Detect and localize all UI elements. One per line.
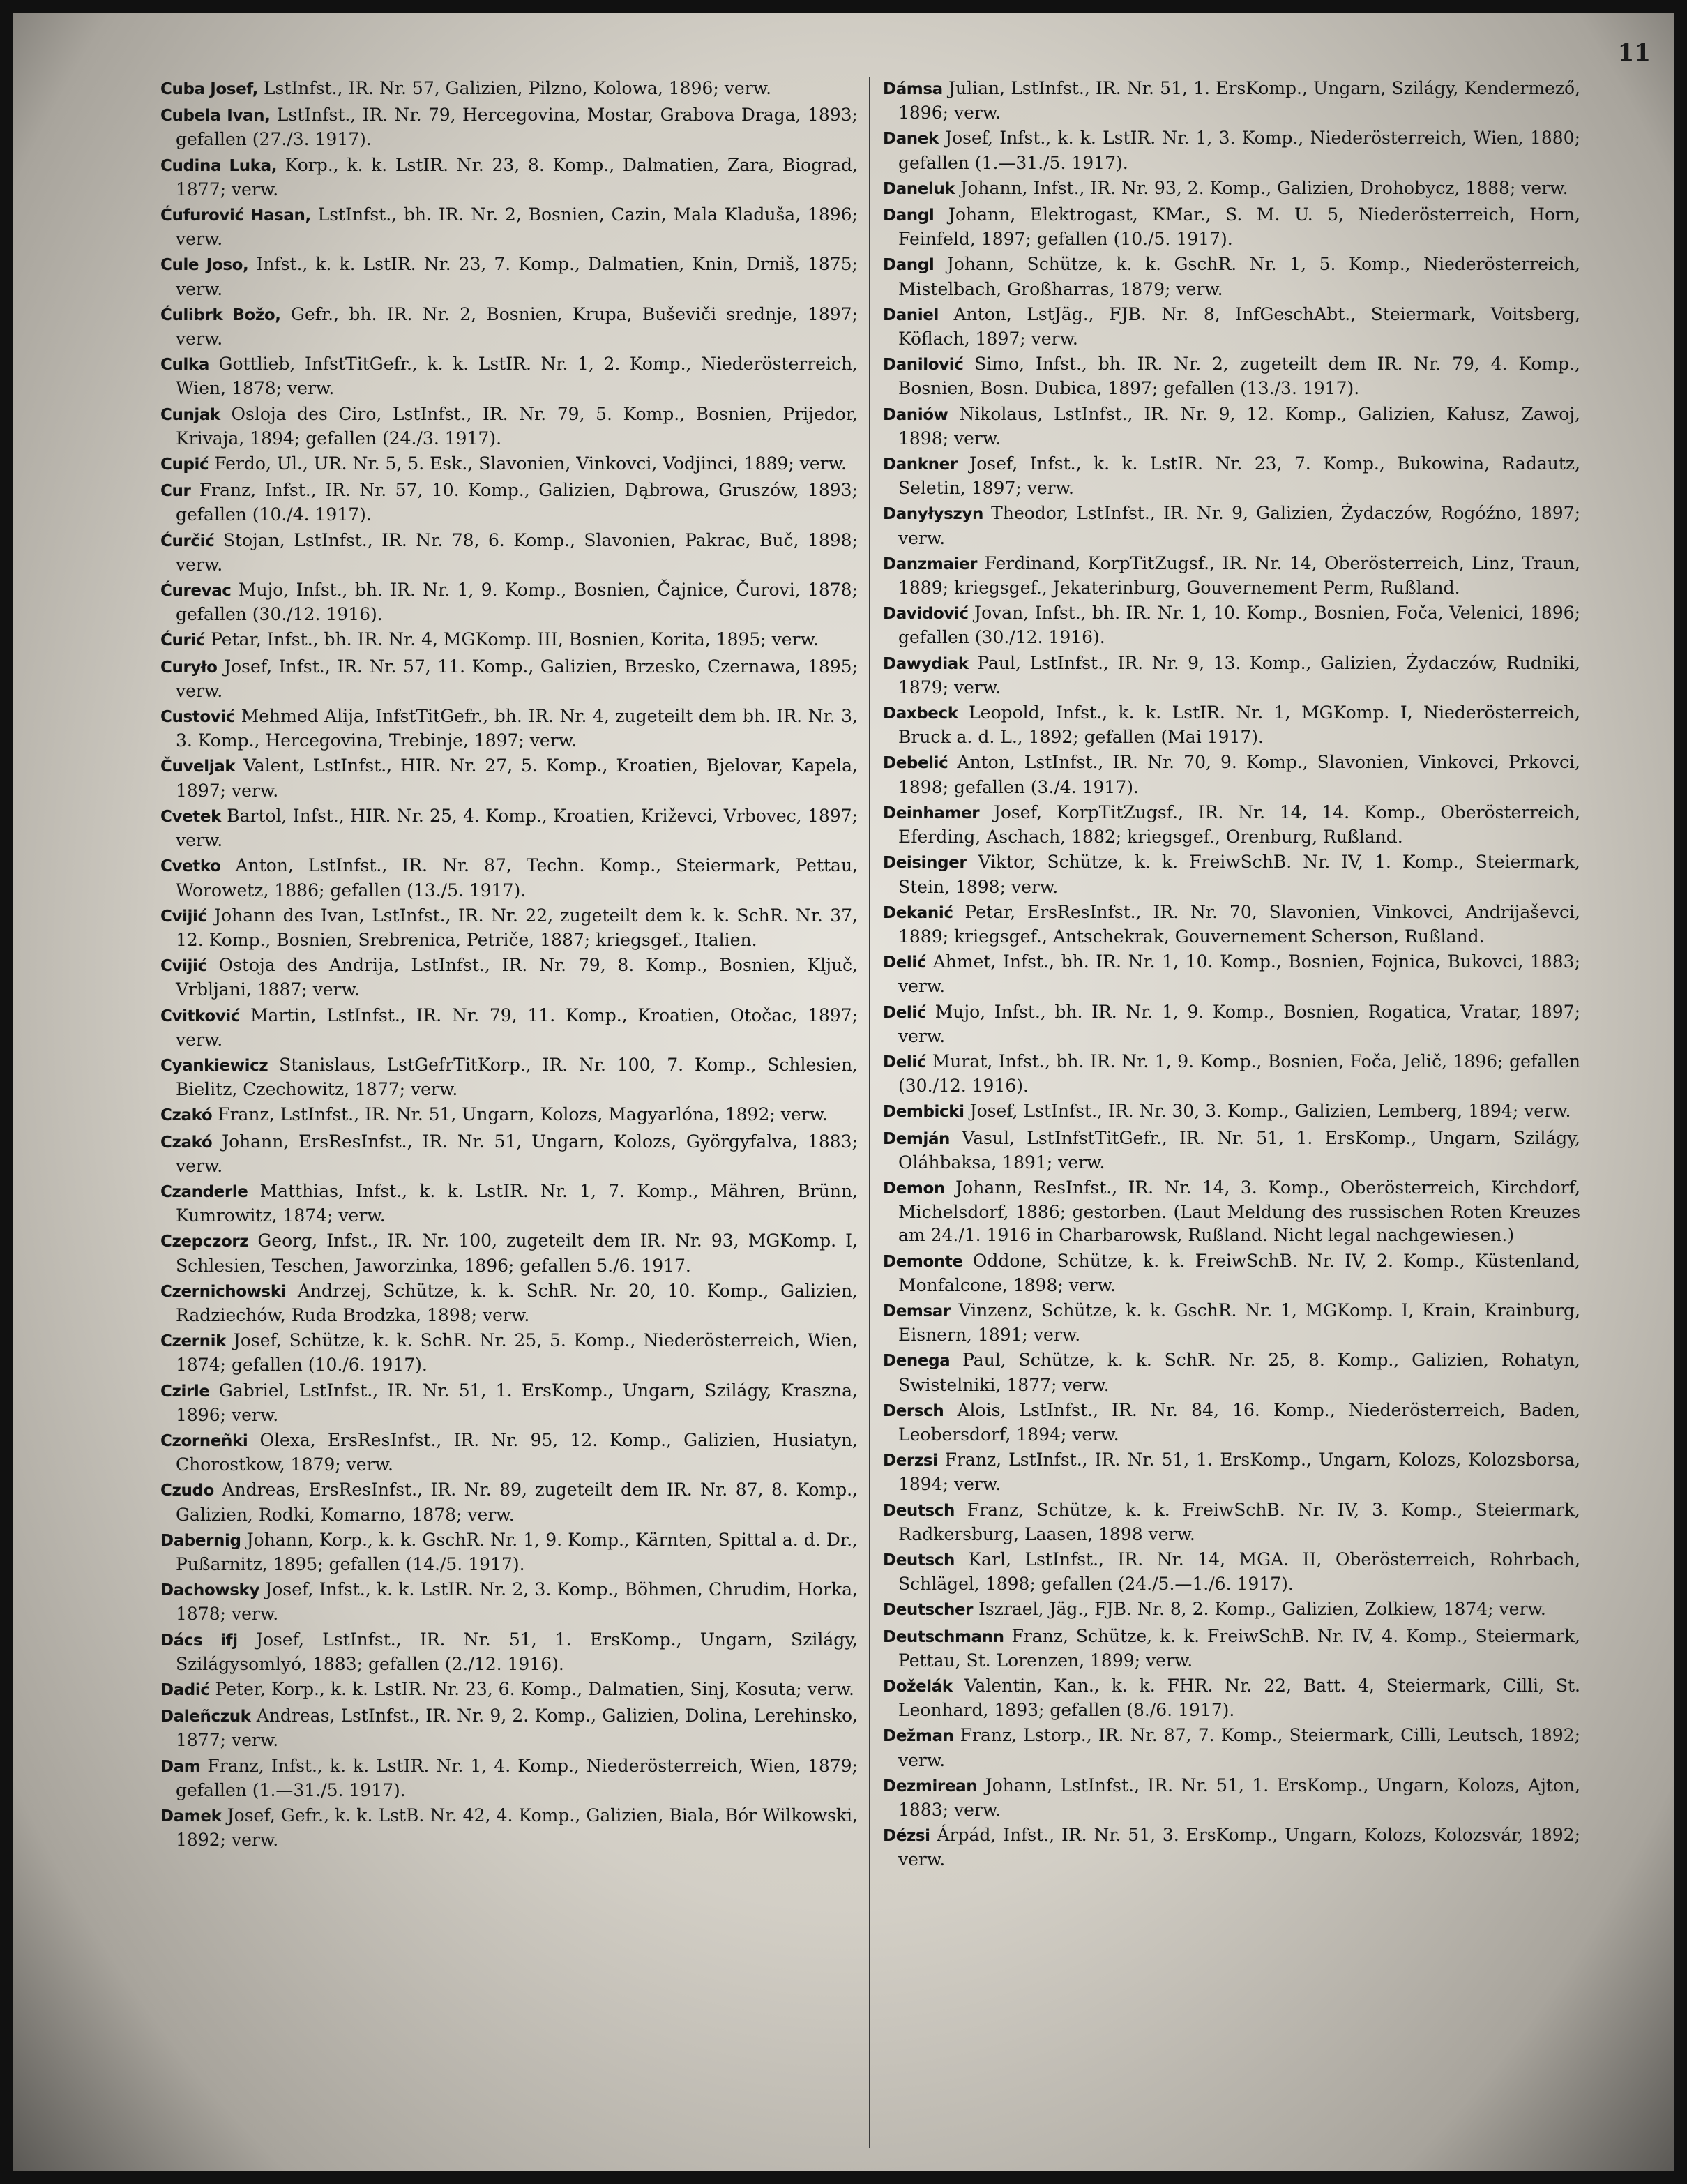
entry-details: Iszrael, Jäg., FJB. Nr. 8, 2. Komp., Galizien, Zolkiew, 1874; verw. [973, 1599, 1546, 1620]
entry-details: Valent, LstInfst., HIR. Nr. 27, 5. Komp., Kroatien, Bjelovar, Kapela, 1897; verw. [176, 755, 858, 801]
list-item [160, 402, 858, 450]
list-item [160, 1528, 858, 1576]
list-item [160, 1578, 858, 1625]
entry-details: Ferdinand, KorpTitZugsf., IR. Nr. 14, Oberösterreich, Linz, Traun, 1889; kriegsgef., Jekaterinburg, Gouvernement Perm, Rußland. [898, 552, 1580, 598]
entry-details: Theodor, LstInfst., IR. Nr. 9, Galizien, Żydaczów, Rogóźno, 1897; verw. [898, 503, 1580, 548]
entry-surname: Custović [160, 708, 236, 727]
entry-details: Johann, ResInfst., IR. Nr. 14, 3. Komp., Oberösterreich, Kirchdorf, Michelsdorf, 1886; gestorben. (Laut Meldung des russischen Roten Kreuzes am 24./1. 1916 in Charbarowsk, Rußland. Nicht legal nachgewiesen.) [898, 1177, 1580, 1246]
entry-surname: Delić [883, 954, 927, 972]
entry-surname: Daleñczuk [160, 1708, 251, 1726]
list-item [883, 77, 1580, 124]
entry-surname: Cvijić [160, 957, 207, 976]
list-item [883, 1348, 1580, 1396]
entry-surname: Deutschmann [883, 1627, 1004, 1646]
entry-details: Ahmet, Infst., bh. IR. Nr. 1, 10. Komp., Bosnien, Fojnica, Bukovci, 1883; verw. [898, 951, 1580, 997]
entry-details: Andrzej, Schütze, k. k. SchR. Nr. 20, 10. Komp., Galizien, Radziechów, Ruda Brodzka, 1898; verw. [176, 1280, 858, 1325]
entry-surname: Czirle [160, 1382, 210, 1401]
entry-surname: Danzmaier [883, 555, 978, 573]
entry-surname: Czernichowski [160, 1282, 287, 1301]
list-item [160, 1379, 858, 1426]
entry-surname: Deutscher [883, 1601, 974, 1620]
list-item [160, 303, 858, 350]
entry-surname: Cur [160, 482, 191, 501]
entry-surname: Daniel [883, 306, 939, 324]
entry-details: Paul, Schütze, k. k. SchR. Nr. 25, 8. Komp., Galizien, Rohatyn, Swistelniki, 1877; verw. [898, 1350, 1580, 1395]
entry-surname: Czakó [160, 1106, 213, 1125]
list-item [883, 1176, 1580, 1247]
entry-details: Árpád, Infst., IR. Nr. 51, 3. ErsKomp., Ungarn, Kolozs, Kolozsvár, 1892; verw. [898, 1825, 1580, 1870]
entry-surname: Dézsi [883, 1827, 930, 1846]
entry-surname: Cudina Luka, [160, 156, 278, 175]
entry-details: Josef, Infst., k. k. LstIR. Nr. 1, 3. Komp., Niederösterreich, Wien, 1880; gefallen (1.—31./5. 1917). [898, 128, 1580, 173]
list-item [883, 1597, 1580, 1622]
entry-surname: Cvetek [160, 807, 221, 826]
entry-details: Josef, Gefr., k. k. LstB. Nr. 42, 4. Komp., Galizien, Biala, Bór Wilkowski, 1892; verw. [176, 1805, 858, 1851]
entry-details: Paul, LstInfst., IR. Nr. 9, 13. Komp., Galizien, Żydaczów, Rudniki, 1879; verw. [898, 652, 1580, 698]
list-item [883, 203, 1580, 250]
entry-surname: Cule Joso, [160, 256, 249, 275]
entry-surname: Czernik [160, 1332, 226, 1351]
entry-details: Stanislaus, LstGefrTitKorp., IR. Nr. 100, 7. Komp., Schlesien, Bielitz, Czechowitz, 1877; verw. [176, 1054, 858, 1100]
entry-surname: Dangl [883, 256, 935, 275]
entry-details: Nikolaus, LstInfst., IR. Nr. 9, 12. Komp., Galizien, Kałusz, Zawoj, 1898; verw. [898, 403, 1580, 449]
entry-surname: Cubela Ivan, [160, 107, 271, 126]
entry-surname: Demján [883, 1129, 951, 1148]
entry-surname: Čuveljak [160, 758, 236, 776]
entry-details: Johann, Korp., k. k. GschR. Nr. 1, 9. Komp., Kärnten, Spittal a. d. Dr., Pußarnitz, 1895; gefallen (14./5. 1917). [176, 1529, 858, 1574]
entry-details: Franz, Infst., IR. Nr. 57, 10. Komp., Galizien, Dąbrowa, Gruszów, 1893; gefallen (10./4. 1917). [176, 480, 858, 525]
list-item [883, 801, 1580, 848]
entry-surname: Cvijić [160, 907, 207, 926]
entry-details: Osloja des Ciro, LstInfst., IR. Nr. 79, 5. Komp., Bosnien, Prijedor, Krivaja, 1894; gefallen (24./3. 1917). [176, 403, 858, 449]
list-item [883, 1399, 1580, 1446]
entry-surname: Curyło [160, 658, 218, 677]
entry-surname: Cyankiewicz [160, 1056, 268, 1075]
entry-surname: Derzsi [883, 1452, 938, 1470]
list-item [883, 701, 1580, 748]
entry-details: Andreas, ErsResInfst., IR. Nr. 89, zugeteilt dem IR. Nr. 87, 8. Komp., Galizien, Rodki, Komarno, 1878; verw. [176, 1479, 858, 1525]
entry-details: Vasul, LstInfstTitGefr., IR. Nr. 51, 1. ErsKomp., Ungarn, Szilágy, Oláhbaksa, 1891; verw. [898, 1127, 1580, 1173]
entry-details: Anton, LstInfst., IR. Nr. 70, 9. Komp., Slavonien, Vinkovci, Prkovci, 1898; gefallen (3./4. 1917). [898, 752, 1580, 797]
entry-details: Andreas, LstInfst., IR. Nr. 9, 2. Komp., Galizien, Dolina, Lerehinsko, 1877; verw. [176, 1705, 858, 1751]
entry-surname: Dangl [883, 206, 935, 225]
entry-details: Vinzenz, Schütze, k. k. GschR. Nr. 1, MGKomp. I, Krain, Krainburg, Eisnern, 1891; verw. [898, 1300, 1580, 1346]
entry-surname: Delić [883, 1003, 927, 1022]
list-item [160, 153, 858, 201]
entry-surname: Danilović [883, 356, 964, 375]
list-item [160, 77, 858, 101]
list-item [160, 954, 858, 1001]
left-column [160, 77, 858, 1853]
entry-details: LstInfst., bh. IR. Nr. 2, Bosnien, Cazin, Mala Kladuša, 1896; verw. [176, 204, 858, 250]
entry-surname: Dács ifj [160, 1631, 238, 1650]
list-item [160, 655, 858, 702]
entry-surname: Dežman [883, 1727, 954, 1746]
list-item [883, 1000, 1580, 1048]
list-item [883, 126, 1580, 174]
entry-details: Josef, Schütze, k. k. SchR. Nr. 25, 5. Komp., Niederösterreich, Wien, 1874; gefallen (10./6. 1917). [176, 1330, 858, 1376]
list-item [883, 950, 1580, 997]
list-item [160, 1053, 858, 1101]
entry-surname: Czanderle [160, 1182, 248, 1201]
entry-details: Franz, Lstorp., IR. Nr. 87, 7. Komp., Steiermark, Cilli, Leutsch, 1892; verw. [898, 1725, 1580, 1770]
entry-details: Martin, LstInfst., IR. Nr. 79, 11. Komp., Kroatien, Otočac, 1897; verw. [176, 1004, 858, 1050]
entry-surname: Cunjak [160, 405, 220, 424]
page-number: 11 [1617, 39, 1651, 67]
entry-details: Josef, Infst., k. k. LstIR. Nr. 23, 7. Komp., Bukowina, Radautz, Seletin, 1897; verw. [898, 453, 1580, 499]
list-item [883, 1249, 1580, 1297]
entry-surname: Daneluk [883, 179, 955, 198]
entry-surname: Dekanić [883, 903, 953, 922]
list-item [883, 502, 1580, 549]
list-item [160, 529, 858, 576]
list-item [160, 1429, 858, 1476]
entry-surname: Dersch [883, 1401, 944, 1420]
entry-surname: Dam [160, 1757, 201, 1776]
entry-details: Johann des Ivan, LstInfst., IR. Nr. 22, zugeteilt dem k. k. SchR. Nr. 37, 12. Komp., Bosnien, Srebrenica, Petriče, 1887; kriegsgef., Italien. [176, 905, 858, 950]
list-item [160, 452, 858, 476]
entry-surname: Doželák [883, 1678, 953, 1696]
list-item [160, 1180, 858, 1227]
column-divider [869, 77, 870, 2148]
entry-surname: Czudo [160, 1482, 214, 1500]
list-item [160, 1329, 858, 1376]
list-item [160, 1478, 858, 1526]
entry-details: Gefr., bh. IR. Nr. 2, Bosnien, Krupa, Buševiči srednje, 1897; verw. [176, 303, 858, 349]
entry-details: Alois, LstInfst., IR. Nr. 84, 16. Komp., Niederösterreich, Baden, Leobersdorf, 1894; verw. [898, 1399, 1580, 1445]
list-item [160, 904, 858, 951]
entry-surname: Cvetko [160, 857, 221, 876]
list-item [160, 754, 858, 801]
entry-details: Josef, LstInfst., IR. Nr. 30, 3. Komp., Galizien, Lemberg, 1894; verw. [964, 1101, 1571, 1122]
list-item [883, 1050, 1580, 1097]
entry-details: Simo, Infst., bh. IR. Nr. 2, zugeteilt dem IR. Nr. 79, 4. Komp., Bosnien, Bosn. Dubica, 1897; gefallen (13./3. 1917). [898, 354, 1580, 399]
list-item [883, 176, 1580, 201]
entry-surname: Daxbeck [883, 705, 958, 723]
entry-surname: Culka [160, 356, 209, 375]
list-item [160, 578, 858, 626]
entry-details: Franz, LstInfst., IR. Nr. 51, 1. ErsKomp., Ungarn, Kolozs, Kolozsborsa, 1894; verw. [898, 1449, 1580, 1495]
list-item [160, 103, 858, 151]
list-item [883, 303, 1580, 350]
entry-surname: Czepczorz [160, 1233, 249, 1251]
entry-surname: Czakó [160, 1133, 213, 1152]
entry-details: Infst., k. k. LstIR. Nr. 23, 7. Komp., Dalmatien, Knin, Drniš, 1875; verw. [176, 254, 858, 299]
entry-details: Matthias, Infst., k. k. LstIR. Nr. 1, 7. Komp., Mähren, Brünn, Kumrowitz, 1874; verw. [176, 1180, 858, 1226]
entry-surname: Ćulibrk Božo, [160, 306, 281, 324]
entry-surname: Dezmirean [883, 1777, 978, 1795]
entry-surname: Dawydiak [883, 654, 969, 673]
entry-details: Mehmed Alija, InfstTitGefr., bh. IR. Nr. 4, zugeteilt dem bh. IR. Nr. 3, 3. Komp., Hercegovina, Trebinje, 1897; verw. [176, 706, 858, 751]
list-item [160, 1229, 858, 1276]
entry-details: Korp., k. k. LstIR. Nr. 23, 8. Komp., Dalmatien, Zara, Biograd, 1877; verw. [176, 154, 858, 199]
entry-surname: Dámsa [883, 80, 943, 98]
list-item [883, 1498, 1580, 1546]
entry-details: Mujo, Infst., bh. IR. Nr. 1, 9. Komp., Bosnien, Rogatica, Vratar, 1897; verw. [898, 1001, 1580, 1046]
entry-surname: Cvitković [160, 1007, 241, 1025]
list-item [883, 652, 1580, 699]
entry-details: Josef, Infst., IR. Nr. 57, 11. Komp., Galizien, Brzesko, Czernawa, 1895; verw. [176, 656, 858, 701]
entry-details: Jovan, Infst., bh. IR. Nr. 1, 10. Komp., Bosnien, Foča, Velenici, 1896; gefallen (30./12. 1916). [898, 603, 1580, 648]
entry-details: Franz, LstInfst., IR. Nr. 51, Ungarn, Kolozs, Magyarlóna, 1892; verw. [212, 1104, 828, 1125]
entry-details: Johann, ErsResInfst., IR. Nr. 51, Ungarn, Kolozs, Györgyfalva, 1883; verw. [176, 1131, 858, 1176]
entry-surname: Cupić [160, 455, 209, 474]
entry-surname: Denega [883, 1352, 951, 1371]
list-item [160, 705, 858, 752]
list-item [160, 854, 858, 901]
entry-details: Franz, Infst., k. k. LstIR. Nr. 1, 4. Komp., Niederösterreich, Wien, 1879; gefallen (1.—31./5. 1917). [176, 1755, 858, 1800]
entry-surname: Dembicki [883, 1103, 964, 1122]
list-item [160, 1279, 858, 1327]
entry-details: Murat, Infst., bh. IR. Nr. 1, 9. Komp., Bosnien, Foča, Jelič, 1896; gefallen (30./12. 1916). [898, 1050, 1580, 1097]
list-item [160, 1103, 858, 1127]
entry-details: Peter, Korp., k. k. LstIR. Nr. 23, 6. Komp., Dalmatien, Sinj, Kosuta; verw. [209, 1679, 854, 1699]
list-item [160, 253, 858, 300]
entry-surname: Demon [883, 1179, 945, 1198]
entry-details: Josef, Infst., k. k. LstIR. Nr. 2, 3. Komp., Böhmen, Chrudim, Horka, 1878; verw. [176, 1579, 858, 1625]
entry-details: Josef, KorpTitZugsf., IR. Nr. 14, 14. Komp., Oberösterreich, Eferding, Aschach, 1882; kriegsgef., Orenburg, Rußland. [898, 801, 1580, 848]
entry-surname: Dankner [883, 455, 958, 474]
entry-surname: Deisinger [883, 854, 967, 873]
entry-surname: Czorneñki [160, 1431, 248, 1450]
entry-surname: Debelić [883, 754, 948, 773]
list-item [883, 352, 1580, 400]
entry-details: Ferdo, Ul., UR. Nr. 5, 5. Esk., Slavonien, Vinkovci, Vodjinci, 1889; verw. [209, 453, 847, 474]
list-item [883, 1448, 1580, 1496]
entry-surname: Ćurevac [160, 582, 232, 601]
list-item [883, 1099, 1580, 1124]
entry-surname: Dachowsky [160, 1581, 260, 1600]
entry-surname: Davidović [883, 605, 969, 624]
list-item [160, 1004, 858, 1051]
list-item [160, 203, 858, 250]
entry-details: Stojan, LstInfst., IR. Nr. 78, 6. Komp., Slavonien, Pakrac, Buč, 1898; verw. [176, 529, 858, 575]
entry-details: Petar, ErsResInfst., IR. Nr. 70, Slavonien, Vinkovci, Andrijaševci, 1889; kriegsgef., Antschekrak, Gouvernement Scherson, Rußland. [898, 901, 1580, 947]
list-item [160, 1130, 858, 1177]
entry-details: Viktor, Schütze, k. k. FreiwSchB. Nr. IV, 1. Komp., Steiermark, Stein, 1898; verw. [898, 852, 1580, 897]
list-item [883, 452, 1580, 499]
entry-surname: Deutsch [883, 1551, 955, 1569]
entry-details: Mujo, Infst., bh. IR. Nr. 1, 9. Komp., Bosnien, Čajnice, Čurovi, 1878; gefallen (30./12. 1916). [176, 580, 858, 625]
entry-surname: Daniów [883, 405, 948, 424]
list-item [883, 1625, 1580, 1672]
entry-surname: Deinhamer [883, 804, 980, 822]
entry-details: Petar, Infst., bh. IR. Nr. 4, MGKomp. III, Bosnien, Korita, 1895; verw. [205, 629, 819, 650]
list-item [160, 352, 858, 400]
list-item [160, 1628, 858, 1675]
entry-surname: Ćurić [160, 631, 206, 650]
list-item [883, 253, 1580, 300]
entry-details: Oddone, Schütze, k. k. FreiwSchB. Nr. IV, 2. Komp., Küstenland, Monfalcone, 1898; verw. [898, 1250, 1580, 1295]
entry-details: Gabriel, LstInfst., IR. Nr. 51, 1. ErsKomp., Ungarn, Szilágy, Kraszna, 1896; verw. [176, 1380, 858, 1425]
entry-details: Anton, LstInfst., IR. Nr. 87, Techn. Komp., Steiermark, Pettau, Worowetz, 1886; gefallen (13./5. 1917). [176, 855, 858, 901]
list-item [883, 1299, 1580, 1346]
entry-details: Olexa, ErsResInfst., IR. Nr. 95, 12. Komp., Galizien, Husiatyn, Chorostkow, 1879; verw. [176, 1429, 858, 1475]
entry-details: Bartol, Infst., HIR. Nr. 25, 4. Komp., Kroatien, Križevci, Vrbovec, 1897; verw. [176, 805, 858, 851]
list-item [883, 552, 1580, 599]
entry-details: Johann, Infst., IR. Nr. 93, 2. Komp., Galizien, Drohobycz, 1888; verw. [955, 177, 1568, 198]
entry-surname: Damek [160, 1807, 222, 1826]
entry-details: Johann, LstInfst., IR. Nr. 51, 1. ErsKomp., Ungarn, Kolozs, Ajton, 1883; verw. [898, 1775, 1580, 1821]
list-item [883, 1127, 1580, 1174]
entry-surname: Demonte [883, 1252, 963, 1271]
entry-details: Johann, Schütze, k. k. GschR. Nr. 1, 5. Komp., Niederösterreich, Mistelbach, Großharras, 1879; verw. [898, 254, 1580, 299]
list-item [160, 1804, 858, 1851]
entry-surname: Dadić [160, 1681, 210, 1699]
entry-details: Ostoja des Andrija, LstInfst., IR. Nr. 79, 8. Komp., Bosnien, Ključ, Vrbljani, 1887; verw. [176, 955, 858, 1000]
entry-surname: Danyłyszyn [883, 505, 983, 524]
list-item [883, 402, 1580, 450]
entry-surname: Ćufurović Hasan, [160, 206, 311, 225]
list-item [883, 1724, 1580, 1771]
list-item [883, 1774, 1580, 1821]
list-item [883, 1674, 1580, 1722]
list-item [160, 628, 858, 652]
entry-details: Josef, LstInfst., IR. Nr. 51, 1. ErsKomp., Ungarn, Szilágy, Szilágysomlyó, 1883; gefallen (2./12. 1916). [176, 1629, 858, 1674]
entry-details: Georg, Infst., IR. Nr. 100, zugeteilt dem IR. Nr. 93, MGKomp. I, Schlesien, Teschen, Jaworzinka, 1896; gefallen 5./6. 1917. [176, 1230, 858, 1276]
entry-details: Franz, Schütze, k. k. FreiwSchB. Nr. IV, 4. Komp., Steiermark, Pettau, St. Lorenzen, 1899; verw. [898, 1625, 1580, 1671]
list-item [160, 1704, 858, 1752]
list-item [160, 804, 858, 852]
entry-details: LstInfst., IR. Nr. 57, Galizien, Pilzno, Kolowa, 1896; verw. [257, 78, 772, 98]
list-item [160, 1678, 858, 1702]
entry-details: Valentin, Kan., k. k. FHR. Nr. 22, Batt. 4, Steiermark, Cilli, St. Leonhard, 1893; gefallen (8./6. 1917). [898, 1675, 1580, 1721]
entry-details: Leopold, Infst., k. k. LstIR. Nr. 1, MGKomp. I, Niederösterreich, Bruck a. d. L., 1892; gefallen (Mai 1917). [898, 702, 1580, 748]
entry-details: Anton, LstJäg., FJB. Nr. 8, InfGeschAbt., Steiermark, Voitsberg, Köflach, 1897; verw. [898, 303, 1580, 349]
list-item [883, 1823, 1580, 1871]
entry-surname: Demsar [883, 1302, 951, 1320]
list-item [883, 901, 1580, 948]
list-item [883, 751, 1580, 798]
entry-details: LstInfst., IR. Nr. 79, Hercegovina, Mostar, Grabova Draga, 1893; gefallen (27./3. 1917). [176, 105, 858, 150]
entry-details: Gottlieb, InfstTitGefr., k. k. LstIR. Nr. 1, 2. Komp., Niederösterreich, Wien, 1878; verw. [176, 354, 858, 399]
entry-details: Julian, LstInfst., IR. Nr. 51, 1. ErsKomp., Ungarn, Szilágy, Kendermező, 1896; verw. [898, 78, 1580, 123]
entry-surname: Danek [883, 130, 939, 149]
entry-details: Franz, Schütze, k. k. FreiwSchB. Nr. IV, 3. Komp., Steiermark, Radkersburg, Laasen, 1898 verw. [898, 1499, 1580, 1544]
entry-surname: Cuba Josef, [160, 80, 258, 98]
entry-surname: Deutsch [883, 1501, 955, 1520]
entry-surname: Dabernig [160, 1531, 241, 1550]
entry-surname: Ćurčić [160, 532, 215, 550]
list-item [883, 850, 1580, 898]
list-item [160, 479, 858, 526]
right-column [883, 77, 1580, 1874]
entry-details: Johann, Elektrogast, KMar., S. M. U. 5, Niederösterreich, Horn, Feinfeld, 1897; gefallen (10./5. 1917). [898, 204, 1580, 250]
list-item [160, 1754, 858, 1802]
list-item [883, 601, 1580, 649]
entry-details: Karl, LstInfst., IR. Nr. 14, MGA. II, Oberösterreich, Rohrbach, Schlägel, 1898; gefallen (24./5.—1./6. 1917). [898, 1549, 1580, 1595]
entry-surname: Delić [883, 1053, 927, 1071]
list-item [883, 1548, 1580, 1595]
